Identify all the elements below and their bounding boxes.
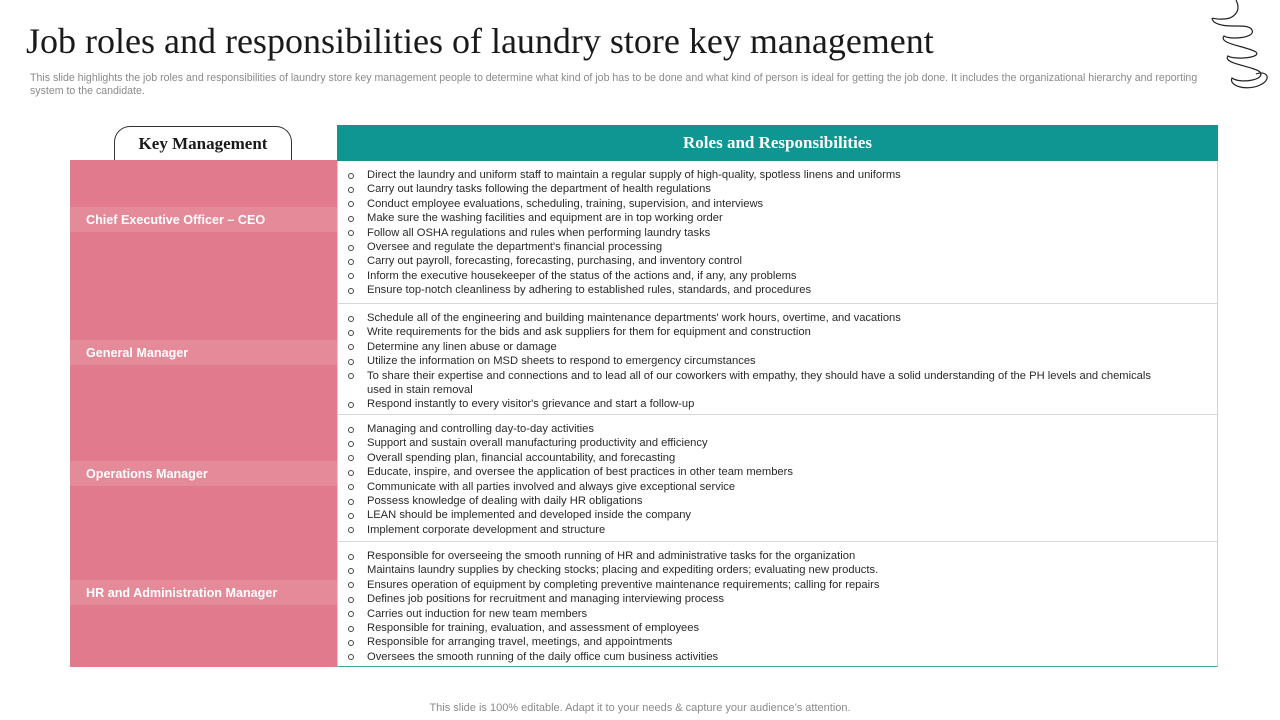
list-item: Write requirements for the bids and ask suppliers for them for equipment and construction xyxy=(347,325,1177,339)
list-item: Defines job positions for recruitment and managing interviewing process xyxy=(347,592,1177,606)
role-label-ceo: Chief Executive Officer – CEO xyxy=(70,207,338,232)
list-item: Managing and controlling day-to-day activities xyxy=(347,422,1177,436)
list-item: Follow all OSHA regulations and rules when performing laundry tasks xyxy=(347,226,1177,240)
list-item: Oversee and regulate the department's financial processing xyxy=(347,240,1177,254)
responsibilities-block-general-manager xyxy=(338,303,1217,412)
list-item: Overall spending plan, financial accountability, and forecasting xyxy=(347,451,1177,465)
list-item: Respond instantly to every visitor's grievance and start a follow-up xyxy=(347,397,1177,411)
list-item: Educate, inspire, and oversee the application of best practices in other team members xyxy=(347,465,1177,479)
list-item: Communicate with all parties involved and always give exceptional service xyxy=(347,480,1177,494)
list-item: Oversees the smooth running of the daily office cum business activities xyxy=(347,650,1177,664)
list-item: To share their expertise and connections and to lead all of our coworkers with empathy, they should have a solid understanding of the PH levels and chemicals used in stain removal xyxy=(347,369,1177,398)
list-item: Carry out payroll, forecasting, forecasting, purchasing, and inventory control xyxy=(347,254,1177,268)
list-item: Carry out laundry tasks following the department of health regulations xyxy=(347,182,1177,196)
page-title: Job roles and responsibilities of laundry store key management xyxy=(26,21,934,61)
list-item: Responsible for overseeing the smooth running of HR and administrative tasks for the organization xyxy=(347,549,1177,563)
role-label-general-manager: General Manager xyxy=(70,340,338,365)
spiral-decoration-icon xyxy=(1200,0,1280,92)
roles-header: Roles and Responsibilities xyxy=(337,125,1218,161)
key-management-tab: Key Management xyxy=(114,126,292,160)
list-item: Ensures operation of equipment by completing preventive maintenance requirements; calling for repairs xyxy=(347,578,1177,592)
list-item: Make sure the washing facilities and equipment are in top working order xyxy=(347,211,1177,225)
key-management-column xyxy=(70,160,338,667)
list-item: Possess knowledge of dealing with daily HR obligations xyxy=(347,494,1177,508)
list-item: Schedule all of the engineering and building maintenance departments' work hours, overtime, and vacations xyxy=(347,311,1177,325)
responsibilities-block-operations-manager xyxy=(338,414,1217,537)
list-item: Direct the laundry and uniform staff to maintain a regular supply of high-quality, spotless linens and uniforms xyxy=(347,168,1177,182)
page-subtitle: This slide highlights the job roles and responsibilities of laundry store key management people to determine what kind of job has to be done and what kind of person is ideal for getting the job done. It includes the organizational hierarchy and reporting system to the candidate. xyxy=(30,72,1198,97)
responsibilities-block-hr-admin-manager xyxy=(338,541,1217,664)
list-item: Responsible for training, evaluation, and assessment of employees xyxy=(347,621,1177,635)
list-item: Determine any linen abuse or damage xyxy=(347,340,1177,354)
role-label-operations-manager: Operations Manager xyxy=(70,461,338,486)
list-item: Implement corporate development and structure xyxy=(347,523,1177,537)
list-item: Support and sustain overall manufacturing productivity and efficiency xyxy=(347,436,1177,450)
list-item: Carries out induction for new team members xyxy=(347,607,1177,621)
list-item: Responsible for arranging travel, meetings, and appointments xyxy=(347,635,1177,649)
responsibilities-panel xyxy=(337,161,1218,667)
list-item: Inform the executive housekeeper of the status of the actions and, if any, any problems xyxy=(347,269,1177,283)
responsibilities-block-ceo xyxy=(338,161,1217,298)
list-item: Maintains laundry supplies by checking stocks; placing and expediting orders; evaluating new products. xyxy=(347,563,1177,577)
list-item: Conduct employee evaluations, scheduling, training, supervision, and interviews xyxy=(347,197,1177,211)
role-label-hr-admin-manager: HR and Administration Manager xyxy=(70,580,338,605)
footer-note: This slide is 100% editable. Adapt it to your needs & capture your audience’s attention. xyxy=(429,702,851,714)
list-item: LEAN should be implemented and developed inside the company xyxy=(347,508,1177,522)
list-item: Ensure top-notch cleanliness by adhering to established rules, standards, and procedures xyxy=(347,283,1177,297)
list-item: Utilize the information on MSD sheets to respond to emergency circumstances xyxy=(347,354,1177,368)
